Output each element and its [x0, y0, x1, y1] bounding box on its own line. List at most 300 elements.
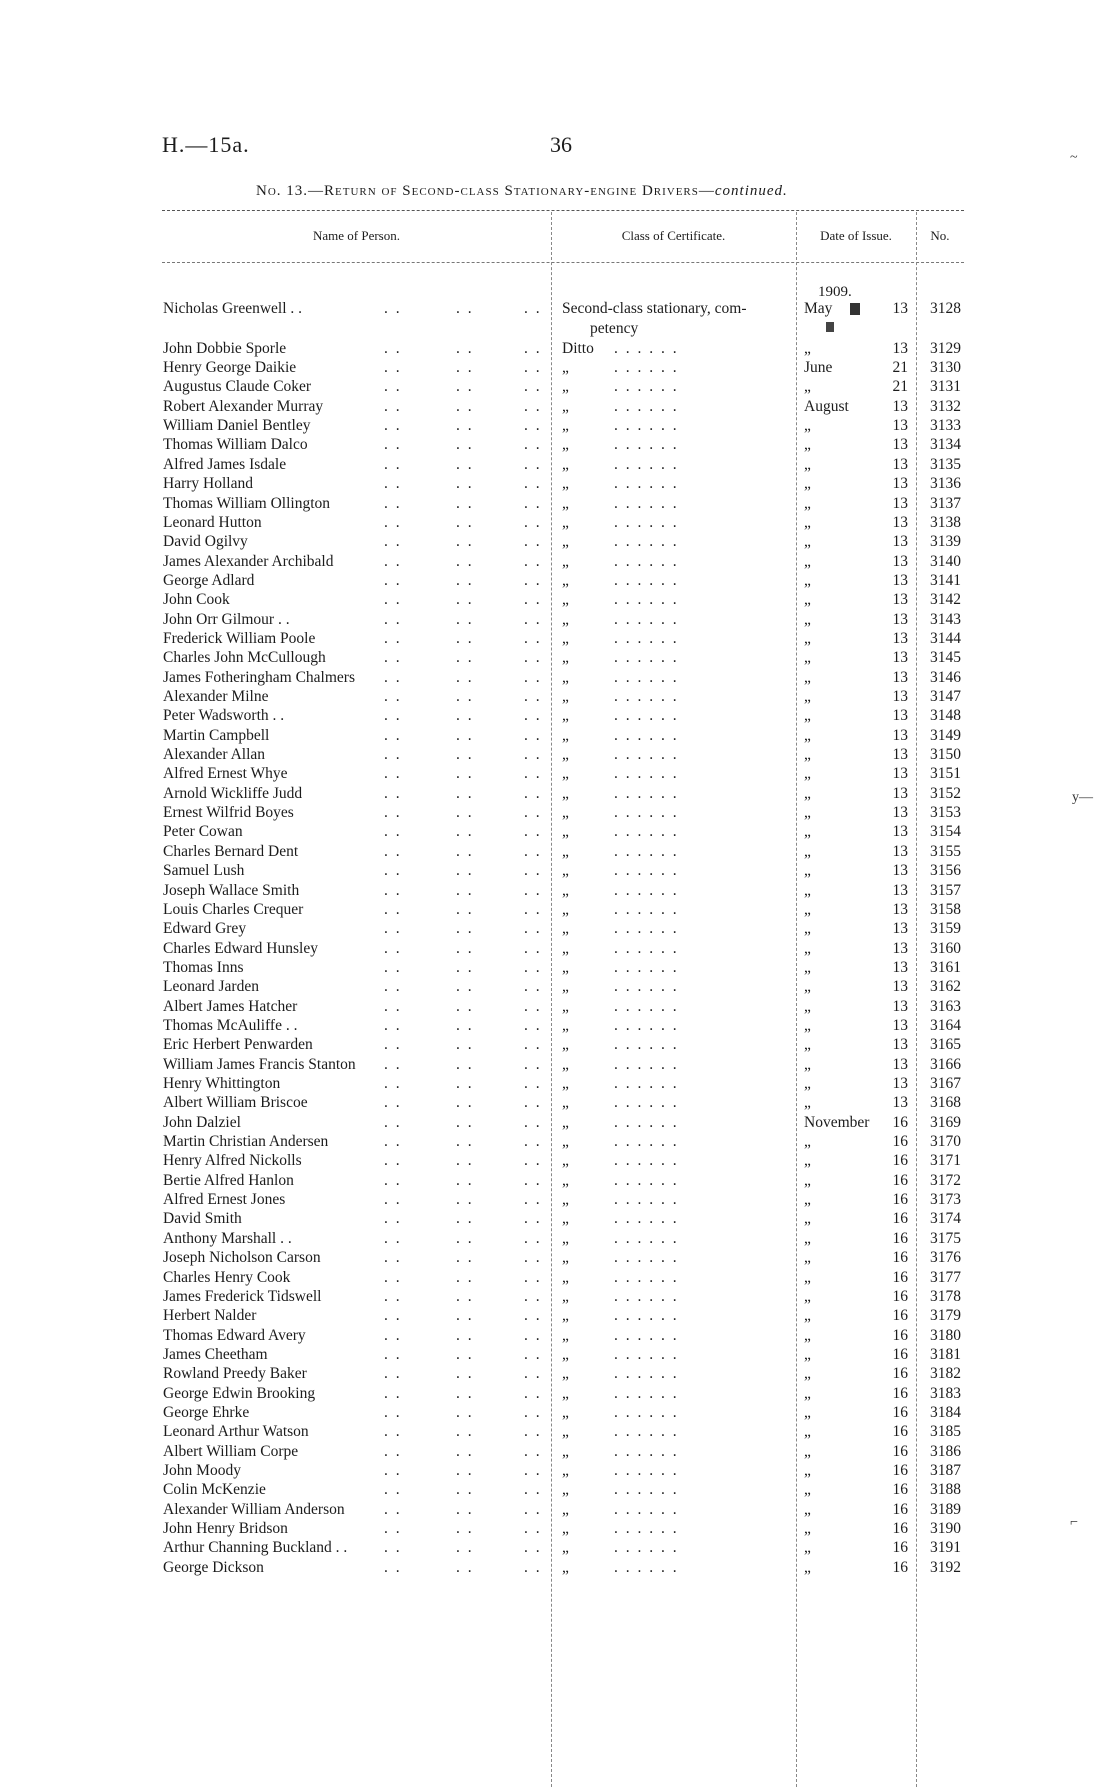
driver-name: Thomas William Dalco — [163, 436, 308, 454]
driver-name: William James Francis Stanton — [163, 1055, 356, 1073]
certificate-class-continued: petency — [590, 320, 639, 337]
certificate-class: „ — [562, 1113, 569, 1131]
issue-month: „ — [804, 1229, 811, 1247]
driver-name: Alfred Ernest Whye — [163, 765, 288, 783]
issue-month: „ — [804, 1520, 811, 1538]
leader-dots: . . — [384, 436, 402, 454]
issue-day: 16 — [892, 1558, 908, 1576]
table-row — [0, 1036, 1114, 1056]
leader-dots: . . — [524, 726, 542, 744]
leader-dots: . . . . . . — [614, 978, 679, 996]
leader-dots: . . — [524, 978, 542, 996]
certificate-class: „ — [562, 649, 569, 667]
table-row — [0, 1017, 1114, 1037]
table-row — [0, 533, 1114, 553]
leader-dots: . . — [524, 339, 542, 357]
certificate-number: 3156 — [930, 862, 961, 880]
leader-dots: . . — [384, 300, 402, 317]
issue-day: 16 — [892, 1403, 908, 1421]
certificate-class: Second-class stationary, com- — [562, 300, 747, 317]
leader-dots: . . . . . . — [614, 571, 679, 589]
issue-month: „ — [804, 958, 811, 976]
table-row — [0, 727, 1114, 747]
leader-dots: . . — [384, 571, 402, 589]
leader-dots: . . — [524, 900, 542, 918]
leader-dots: . . — [456, 552, 474, 570]
leader-dots: . . . . . . — [614, 881, 679, 899]
driver-name: John Orr Gilmour . . — [163, 610, 290, 628]
issue-day: 13 — [892, 726, 908, 744]
driver-name: George Ehrke — [163, 1403, 250, 1421]
certificate-number: 3159 — [930, 920, 961, 938]
issue-day: 13 — [892, 397, 908, 415]
issue-day: 13 — [892, 784, 908, 802]
leader-dots: . . — [524, 804, 542, 822]
certificate-class: „ — [562, 726, 569, 744]
leader-dots: . . — [456, 378, 474, 396]
leader-dots: . . — [384, 1403, 402, 1421]
table-row — [0, 1133, 1114, 1153]
driver-name: Thomas William Ollington — [163, 494, 330, 512]
certificate-number: 3130 — [930, 359, 961, 377]
table-row — [0, 1501, 1114, 1521]
leader-dots: . . — [524, 746, 542, 764]
leader-dots: . . — [524, 1384, 542, 1402]
leader-dots: . . — [524, 1171, 542, 1189]
leader-dots: . . — [456, 668, 474, 686]
leader-dots: . . . . . . — [614, 1345, 679, 1363]
leader-dots: . . — [524, 494, 542, 512]
certificate-number: 3133 — [930, 417, 961, 435]
table-row — [0, 978, 1114, 998]
certificate-number: 3168 — [930, 1094, 961, 1112]
issue-month: „ — [804, 726, 811, 744]
leader-dots: . . — [524, 1307, 542, 1325]
issue-month: „ — [804, 784, 811, 802]
leader-dots: . . — [456, 842, 474, 860]
leader-dots: . . . . . . — [614, 1249, 679, 1267]
leader-dots: . . — [524, 552, 542, 570]
issue-day: 13 — [892, 571, 908, 589]
driver-name: Ernest Wilfrid Boyes — [163, 804, 294, 822]
leader-dots: . . — [384, 804, 402, 822]
leader-dots: . . — [524, 513, 542, 531]
certificate-number: 3152 — [930, 784, 961, 802]
issue-month: „ — [804, 997, 811, 1015]
leader-dots: . . . . . . — [614, 1055, 679, 1073]
driver-name: Colin McKenzie — [163, 1481, 266, 1499]
leader-dots: . . — [456, 997, 474, 1015]
issue-day: 13 — [892, 417, 908, 435]
leader-dots: . . — [456, 649, 474, 667]
driver-name: Albert William Corpe — [163, 1442, 299, 1460]
table-row — [0, 765, 1114, 785]
leader-dots: . . — [456, 1210, 474, 1228]
certificate-class: „ — [562, 1055, 569, 1073]
certificate-number: 3187 — [930, 1462, 961, 1479]
issue-day: 13 — [892, 746, 908, 764]
table-row — [0, 1404, 1114, 1424]
table-row — [0, 398, 1114, 418]
leader-dots: . . — [524, 397, 542, 415]
certificate-class: „ — [562, 1462, 569, 1479]
leader-dots: . . — [384, 1133, 402, 1151]
leader-dots: . . — [384, 417, 402, 435]
leader-dots: . . . . . . — [614, 1075, 679, 1092]
leader-dots: . . . . . . — [614, 552, 679, 570]
issue-month: „ — [804, 1384, 811, 1402]
leader-dots: . . . . . . — [614, 688, 679, 705]
certificate-class: „ — [562, 1094, 569, 1112]
certificate-class: „ — [562, 1539, 569, 1557]
driver-name: James Fotheringham Chalmers — [163, 668, 355, 686]
leader-dots: . . — [384, 1326, 402, 1344]
leader-dots: . . — [384, 378, 402, 396]
leader-dots: . . — [524, 862, 542, 880]
margin-mark: y— — [1072, 790, 1093, 805]
leader-dots: . . — [456, 823, 474, 841]
leader-dots: . . — [456, 939, 474, 957]
leader-dots: . . — [524, 1423, 542, 1441]
issue-month: „ — [804, 1249, 811, 1267]
leader-dots: . . — [524, 378, 542, 396]
leader-dots: . . — [456, 1133, 474, 1151]
leader-dots: . . — [524, 668, 542, 686]
leader-dots: . . — [456, 958, 474, 976]
leader-dots: . . — [384, 649, 402, 667]
certificate-number: 3167 — [930, 1075, 961, 1092]
leader-dots: . . . . . . — [614, 997, 679, 1015]
table-title-continued: continued. — [714, 183, 788, 199]
certificate-number: 3182 — [930, 1365, 961, 1383]
driver-name: John Dobbie Sporle — [163, 339, 287, 357]
table-row — [0, 514, 1114, 534]
table-row — [0, 920, 1114, 940]
issue-day: 16 — [892, 1171, 908, 1189]
leader-dots: . . — [456, 726, 474, 744]
issue-month: „ — [804, 920, 811, 938]
certificate-class: „ — [562, 571, 569, 589]
certificate-number: 3129 — [930, 339, 961, 357]
leader-dots: . . — [524, 958, 542, 976]
leader-dots: . . — [384, 1520, 402, 1538]
certificate-number: 3174 — [930, 1210, 961, 1228]
leader-dots: . . — [384, 533, 402, 551]
leader-dots: . . — [384, 1210, 402, 1228]
leader-dots: . . — [384, 513, 402, 531]
certificate-number: 3169 — [930, 1113, 961, 1131]
leader-dots: . . — [524, 1249, 542, 1267]
certificate-class: „ — [562, 862, 569, 880]
driver-name: George Edwin Brooking — [163, 1384, 316, 1402]
leader-dots: . . — [456, 1307, 474, 1325]
driver-name: Edward Grey — [163, 920, 247, 938]
leader-dots: . . — [456, 862, 474, 880]
certificate-number: 3147 — [930, 688, 961, 705]
driver-name: Martin Christian Andersen — [163, 1133, 329, 1151]
certificate-class: „ — [562, 359, 569, 377]
issue-day: 16 — [892, 1152, 908, 1170]
header-rule — [162, 262, 964, 263]
issue-day: 13 — [892, 823, 908, 841]
leader-dots: . . — [384, 1345, 402, 1363]
issue-day: 16 — [892, 1365, 908, 1383]
leader-dots: . . — [384, 746, 402, 764]
leader-dots: . . . . . . — [614, 1191, 679, 1209]
leader-dots: . . — [524, 881, 542, 899]
issue-day: 16 — [892, 1423, 908, 1441]
table-row — [0, 1385, 1114, 1405]
issue-month: „ — [804, 1539, 811, 1557]
certificate-class: „ — [562, 939, 569, 957]
issue-month: „ — [804, 533, 811, 551]
issue-day: 13 — [892, 1036, 908, 1054]
certificate-number: 3144 — [930, 629, 961, 647]
certificate-class: „ — [562, 513, 569, 531]
driver-name: William Daniel Bentley — [163, 417, 311, 435]
driver-name: John Henry Bridson — [163, 1520, 288, 1538]
leader-dots: . . — [384, 668, 402, 686]
issue-month: „ — [804, 862, 811, 880]
leader-dots: . . — [524, 571, 542, 589]
leader-dots: . . — [384, 1539, 402, 1557]
leader-dots: . . — [524, 765, 542, 783]
certificate-class: „ — [562, 1520, 569, 1538]
leader-dots: . . — [384, 1171, 402, 1189]
leader-dots: . . — [524, 629, 542, 647]
leader-dots: . . — [524, 1500, 542, 1518]
issue-day: 16 — [892, 1229, 908, 1247]
issue-month: „ — [804, 1268, 811, 1286]
leader-dots: . . — [524, 842, 542, 860]
driver-name: Alfred Ernest Jones — [163, 1191, 286, 1209]
leader-dots: . . . . . . — [614, 1113, 679, 1131]
leader-dots: . . — [384, 1500, 402, 1518]
leader-dots: . . — [456, 1384, 474, 1402]
driver-name: Rowland Preedy Baker — [163, 1365, 307, 1383]
issue-day: 16 — [892, 1191, 908, 1209]
issue-day: 13 — [892, 862, 908, 880]
issue-month: „ — [804, 417, 811, 435]
issue-day: 13 — [892, 475, 908, 493]
leader-dots: . . — [456, 359, 474, 377]
leader-dots: . . — [384, 1229, 402, 1247]
certificate-number: 3157 — [930, 881, 961, 899]
driver-name: Alexander Allan — [163, 746, 266, 764]
leader-dots: . . . . . . — [614, 417, 679, 435]
leader-dots: . . — [456, 533, 474, 551]
leader-dots: . . — [456, 1500, 474, 1518]
table-row — [0, 1481, 1114, 1501]
leader-dots: . . — [524, 591, 542, 609]
leader-dots: . . . . . . — [614, 1287, 679, 1305]
leader-dots: . . — [524, 939, 542, 957]
issue-day: 13 — [892, 804, 908, 822]
certificate-class: „ — [562, 1171, 569, 1189]
driver-name: Charles Henry Cook — [163, 1268, 291, 1286]
issue-day: 13 — [892, 765, 908, 783]
driver-name: Samuel Lush — [163, 862, 245, 880]
leader-dots: . . — [456, 1481, 474, 1499]
leader-dots: . . — [524, 1345, 542, 1363]
leader-dots: . . — [456, 1345, 474, 1363]
driver-name: Henry George Daikie — [163, 359, 297, 377]
driver-name: Robert Alexander Murray — [163, 397, 324, 415]
issue-month: „ — [804, 746, 811, 764]
certificate-number: 3143 — [930, 610, 961, 628]
column-header-class: Class of Certificate. — [621, 228, 726, 243]
issue-day: 13 — [892, 688, 908, 705]
leader-dots: . . — [384, 823, 402, 841]
leader-dots: . . . . . . — [614, 1326, 679, 1344]
issue-day: 13 — [892, 939, 908, 957]
certificate-number: 3153 — [930, 804, 961, 822]
leader-dots: . . — [456, 1423, 474, 1441]
leader-dots: . . — [524, 1520, 542, 1538]
issue-month: „ — [804, 1500, 811, 1518]
certificate-number: 3171 — [930, 1152, 961, 1170]
leader-dots: . . . . . . — [614, 397, 679, 415]
table-row — [0, 591, 1114, 611]
issue-month: „ — [804, 475, 811, 493]
issue-month: „ — [804, 378, 811, 396]
driver-name: Herbert Nalder — [163, 1307, 257, 1325]
leader-dots: . . — [456, 1403, 474, 1421]
certificate-class: „ — [562, 900, 569, 918]
issue-month: „ — [804, 1075, 811, 1092]
table-row — [0, 1539, 1114, 1559]
leader-dots: . . — [524, 1113, 542, 1131]
leader-dots: . . — [384, 339, 402, 357]
certificate-class: „ — [562, 591, 569, 609]
certificate-number: 3145 — [930, 649, 961, 667]
issue-month: „ — [804, 591, 811, 609]
leader-dots: . . — [456, 707, 474, 725]
table-row — [0, 959, 1114, 979]
issue-month: „ — [804, 629, 811, 647]
driver-name: David Ogilvy — [163, 533, 248, 551]
leader-dots: . . — [524, 649, 542, 667]
leader-dots: . . — [456, 397, 474, 415]
issue-month: „ — [804, 1481, 811, 1499]
certificate-class: „ — [562, 997, 569, 1015]
leader-dots: . . — [456, 629, 474, 647]
leader-dots: . . — [384, 1075, 402, 1092]
issue-month: „ — [804, 1345, 811, 1363]
issue-day: 16 — [892, 1326, 908, 1344]
leader-dots: . . . . . . — [614, 958, 679, 976]
certificate-number: 3128 — [930, 300, 961, 317]
certificate-number: 3173 — [930, 1191, 961, 1209]
issue-day: 16 — [892, 1133, 908, 1151]
certificate-class: „ — [562, 629, 569, 647]
issue-day: 21 — [892, 359, 908, 377]
table-row — [0, 1365, 1114, 1385]
certificate-class: „ — [562, 1191, 569, 1209]
leader-dots: . . . . . . — [614, 804, 679, 822]
leader-dots: . . . . . . — [614, 842, 679, 860]
issue-month: „ — [804, 1191, 811, 1209]
leader-dots: . . . . . . — [614, 610, 679, 628]
certificate-class: „ — [562, 1500, 569, 1518]
certificate-number: 3137 — [930, 494, 961, 512]
leader-dots: . . — [384, 475, 402, 493]
table-row — [0, 611, 1114, 631]
leader-dots: . . — [384, 1094, 402, 1112]
table-row — [0, 1307, 1114, 1327]
leader-dots: . . — [384, 1442, 402, 1460]
issue-month: „ — [804, 1094, 811, 1112]
leader-dots: . . — [524, 784, 542, 802]
issue-month: „ — [804, 1403, 811, 1421]
table-row — [0, 940, 1114, 960]
issue-day: 16 — [892, 1287, 908, 1305]
driver-name: Frederick William Poole — [163, 629, 316, 647]
certificate-class: „ — [562, 804, 569, 822]
certificate-class: „ — [562, 455, 569, 473]
leader-dots: . . — [524, 1326, 542, 1344]
driver-name: Harry Holland — [163, 475, 253, 493]
leader-dots: . . — [456, 804, 474, 822]
issue-month: „ — [804, 939, 811, 957]
certificate-number: 3148 — [930, 707, 961, 725]
leader-dots: . . . . . . — [614, 533, 679, 551]
issue-month: „ — [804, 1133, 811, 1151]
leader-dots: . . — [384, 1152, 402, 1170]
certificate-number: 3138 — [930, 513, 961, 531]
driver-name: George Dickson — [163, 1558, 264, 1576]
leader-dots: . . — [524, 1210, 542, 1228]
issue-month: „ — [804, 978, 811, 996]
certificate-number: 3184 — [930, 1403, 961, 1421]
certificate-number: 3190 — [930, 1520, 961, 1538]
issue-month: „ — [804, 881, 811, 899]
certificate-number: 3191 — [930, 1539, 961, 1557]
year-label: 1909. — [818, 284, 852, 300]
leader-dots: . . — [456, 417, 474, 435]
leader-dots: . . — [524, 1365, 542, 1383]
certificate-class: „ — [562, 1036, 569, 1054]
table-row — [0, 823, 1114, 843]
leader-dots: . . — [384, 1016, 402, 1034]
certificate-number: 3142 — [930, 591, 961, 609]
leader-dots: . . — [524, 1016, 542, 1034]
table-row — [0, 630, 1114, 650]
driver-name: Thomas Edward Avery — [163, 1326, 306, 1344]
certificate-number: 3160 — [930, 939, 961, 957]
issue-day: 13 — [892, 591, 908, 609]
certificate-number: 3135 — [930, 455, 961, 473]
leader-dots: . . — [524, 533, 542, 551]
table-row — [0, 901, 1114, 921]
certificate-number: 3132 — [930, 397, 961, 415]
leader-dots: . . — [456, 339, 474, 357]
leader-dots: . . — [524, 455, 542, 473]
driver-name: Peter Cowan — [163, 823, 243, 841]
certificate-class: „ — [562, 533, 569, 551]
ink-blot-mark — [850, 303, 860, 315]
table-row — [0, 1230, 1114, 1250]
table-row — [0, 804, 1114, 824]
leader-dots: . . — [384, 1481, 402, 1499]
leader-dots: . . . . . . — [614, 823, 679, 841]
issue-month: August — [804, 397, 849, 415]
table-row — [0, 862, 1114, 882]
issue-day: 16 — [892, 1210, 908, 1228]
table-title — [256, 183, 788, 200]
issue-day: 13 — [892, 494, 908, 512]
certificate-class: „ — [562, 958, 569, 976]
